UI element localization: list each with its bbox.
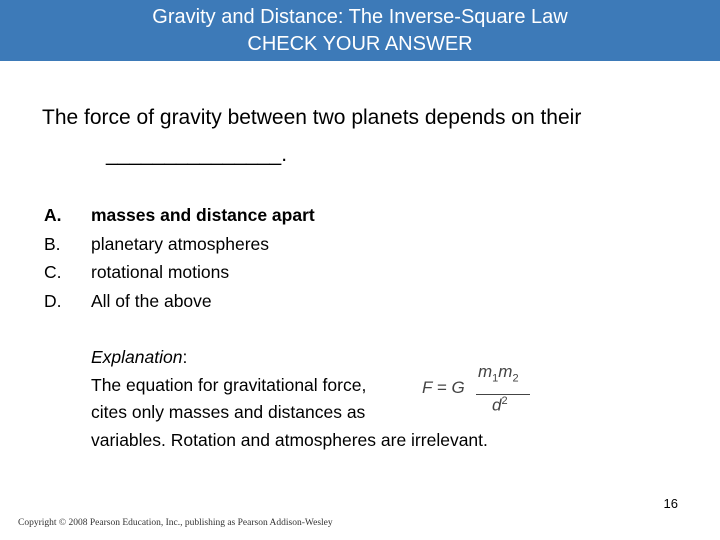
choice-letter: C. [44, 262, 62, 282]
choice-c [44, 258, 315, 287]
choice-letter: A. [44, 205, 62, 225]
gravity-formula [420, 362, 540, 422]
choice-b [44, 230, 315, 259]
choice-text: planetary atmospheres [91, 233, 270, 254]
explanation-label: Explanation [91, 347, 183, 367]
formula-numerator: $m_1m_2$ [478, 362, 519, 385]
choice-letter: B. [44, 233, 61, 254]
explanation-line-3: variables. Rotation and atmospheres are irrelevant. [91, 429, 488, 450]
choice-text: masses and distance apart [91, 205, 315, 225]
choice-d [44, 287, 315, 316]
slide-title-bar [0, 0, 720, 61]
explanation-line-1: The equation for gravitational force, [91, 374, 367, 395]
question-blank: _______________. [106, 143, 288, 166]
copyright-notice: Copyright © 2008 Pearson Education, Inc., publishing as Pearson Addison-Wesley [18, 518, 333, 528]
question-text: The force of gravity between two planets depends on their [42, 106, 582, 129]
choice-a [44, 201, 315, 230]
choice-text: All of the above [91, 290, 212, 311]
formula-lhs: F = G [422, 378, 465, 397]
slide-subtitle: CHECK YOUR ANSWER [247, 33, 473, 55]
answer-choices [44, 201, 315, 315]
explanation-colon: : [182, 347, 188, 367]
choice-text: rotational motions [91, 262, 230, 282]
explanation-line-2: cites only masses and distances as [91, 402, 366, 422]
slide-title: Gravity and Distance: The Inverse-Square Law [152, 6, 568, 28]
page-number: 16 [663, 496, 678, 511]
formula-denominator: $d^2$ [492, 395, 508, 415]
choice-letter: D. [44, 290, 62, 311]
